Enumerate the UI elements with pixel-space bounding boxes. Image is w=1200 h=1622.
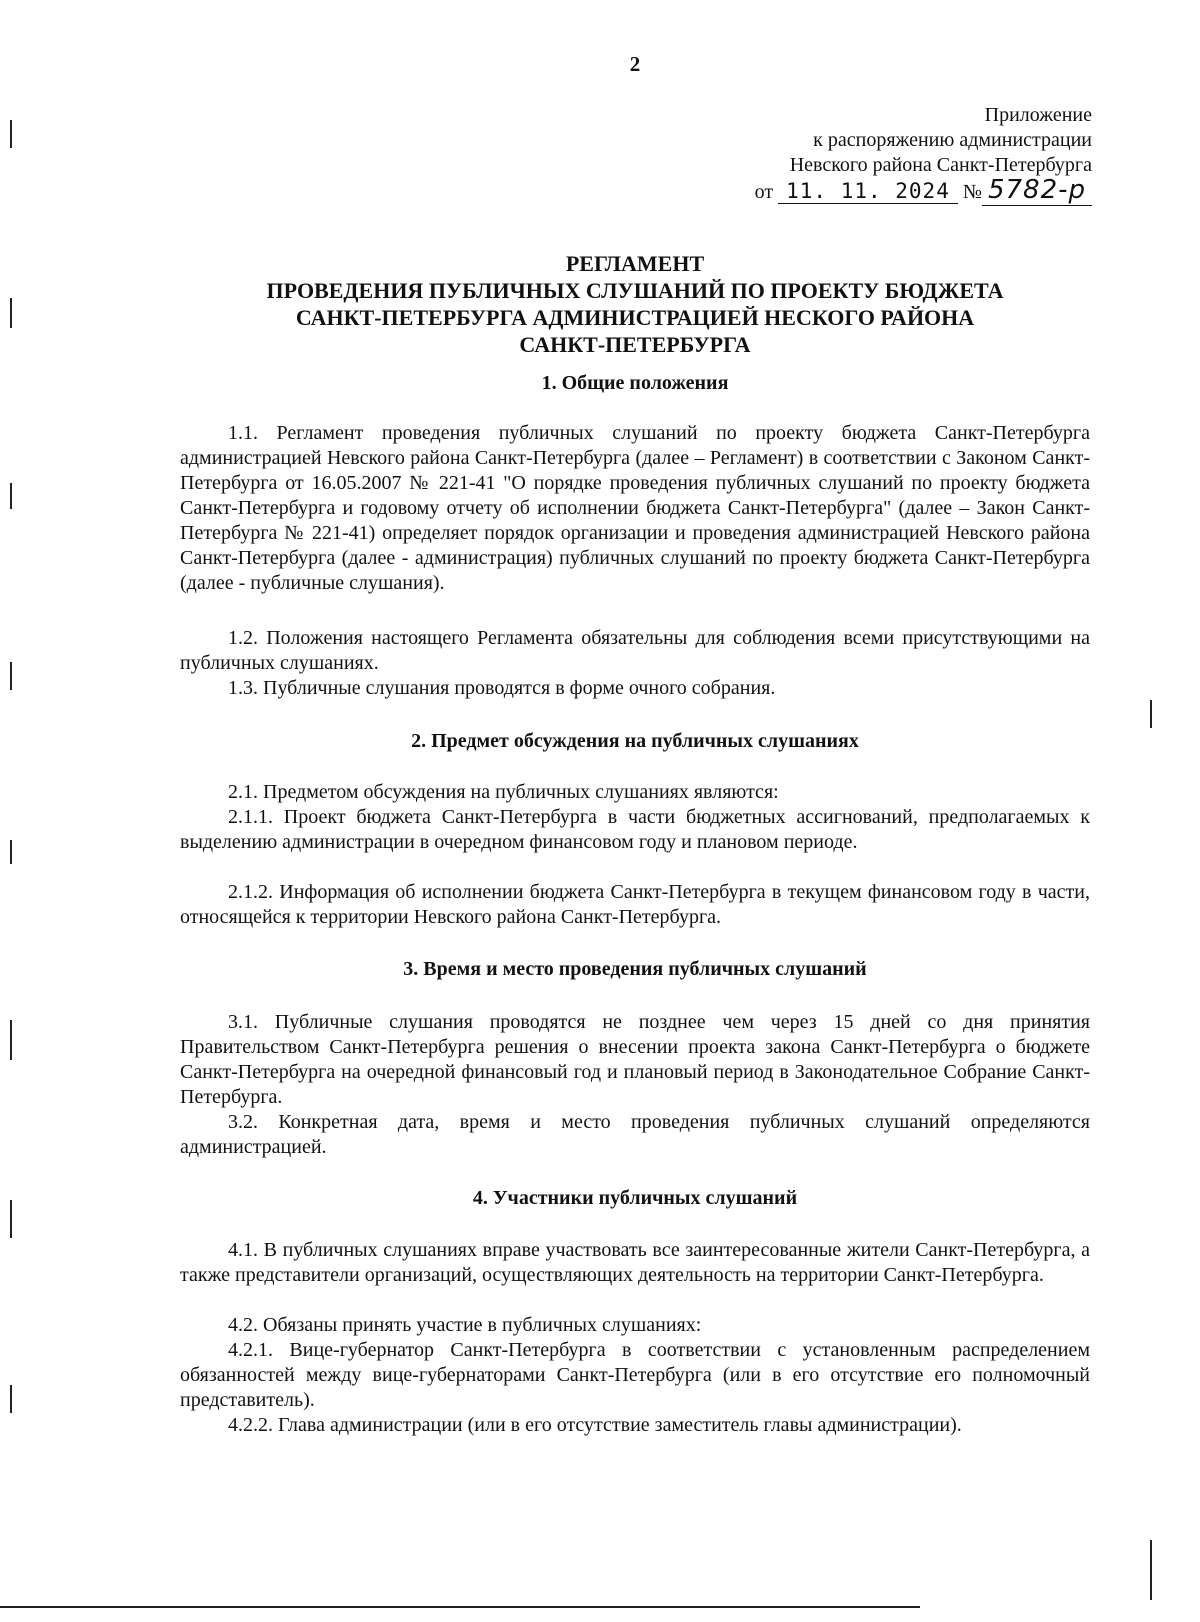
number-sign: № [962,181,982,203]
appendix-number: 5782-р [982,175,1092,206]
scan-margin-mark [10,840,12,864]
document-title [180,250,1090,358]
section-2-heading: 2. Предмет обсуждения на публичных слушаниях [411,730,859,752]
paragraph-4-1: 4.1. В публичных слушаниях вправе участвовать все заинтересованные жители Санкт-Петербурга, а также представители организаций, осуществляющих деятельность на территории Санкт-Петербурга. [180,1239,1090,1286]
scan-bottom-edge [0,1606,920,1608]
paragraph-4-2-1: 4.2.1. Вице-губернатор Санкт-Петербурга в соответствии с установленным распределением обязанностей между вице-губернаторами Санкт-Петербурга (или в его отсутствие его полномочный представитель). [180,1339,1090,1411]
appendix-line-3: Невского района Санкт-Петербурга [789,154,1092,176]
section-1-heading: 1. Общие положения [541,372,729,394]
paragraph-1-2: 1.2. Положения настоящего Регламента обязательны для соблюдения всеми присутствующими на публичных слушаниях. [180,627,1090,674]
date-prefix: от [754,181,774,203]
section-3-heading: 3. Время и место проведения публичных слушаний [403,958,867,980]
scan-margin-mark [10,1020,12,1060]
page-number: 2 [629,52,641,76]
title-line-1: РЕГЛАМЕНТ [565,251,705,276]
scan-margin-mark [10,483,12,509]
paragraph-2-1: 2.1. Предметом обсуждения на публичных слушаниях являются: [228,781,779,803]
appendix-date: 11. 11. 2024 [778,179,958,204]
scan-margin-mark [10,662,12,690]
scan-margin-mark [10,120,12,148]
appendix-line-2: к распоряжению администрации [813,129,1092,151]
appendix-block [755,103,1092,205]
appendix-line-1: Приложение [984,104,1092,126]
scan-margin-mark [10,1385,12,1413]
title-line-4: САНКТ-ПЕТЕРБУРГА [519,332,751,357]
scan-margin-mark [10,298,12,328]
section-4-heading: 4. Участники публичных слушаний [472,1187,798,1209]
scan-margin-mark [1150,700,1152,728]
title-line-3: САНКТ-ПЕТЕРБУРГА АДМИНИСТРАЦИЕЙ НЕСКОГО РАЙОНА [295,305,975,330]
scan-margin-mark [1150,1540,1152,1600]
paragraph-1-3: 1.3. Публичные слушания проводятся в форме очного собрания. [228,677,776,699]
paragraph-4-2-2: 4.2.2. Глава администрации (или в его отсутствие заместитель главы администрации). [228,1414,962,1436]
paragraph-2-1-2: 2.1.2. Информация об исполнении бюджета Санкт-Петербурга в текущем финансовом году в части, относящейся к территории Невского района Санкт-Петербурга. [180,881,1090,928]
scan-margin-mark [10,1200,12,1238]
paragraph-3-2: 3.2. Конкретная дата, время и место проведения публичных слушаний определяются администрацией. [180,1111,1090,1158]
paragraph-4-2: 4.2. Обязаны принять участие в публичных слушаниях: [228,1314,702,1336]
paragraph-3-1: 3.1. Публичные слушания проводятся не позднее чем через 15 дней со дня принятия Правительством Санкт-Петербурга решения о внесении проекта закона Санкт-Петербурга о бюджете Санкт-Петербурга на очередной финансовый год и плановый период в Законодательное Собрание Санкт-Петербурга. [180,1011,1090,1108]
paragraph-2-1-1: 2.1.1. Проект бюджета Санкт-Петербурга в части бюджетных ассигнований, предполагаемых к выделению администрации в очередном финансовом году и плановом периоде. [180,806,1090,853]
title-line-2: ПРОВЕДЕНИЯ ПУБЛИЧНЫХ СЛУШАНИЙ ПО ПРОЕКТУ БЮДЖЕТА [266,278,1004,303]
paragraph-1-1: 1.1. Регламент проведения публичных слушаний по проекту бюджета Санкт-Петербурга администрацией Невского района Санкт-Петербурга (далее – Регламент) в соответствии с Законом Санкт-Петербурга от 16.05.2007 № 221-41 "О порядке проведения публичных слушаний по проекту бюджета Санкт-Петербурга и годовому отчету об исполнении бюджета Санкт-Петербурга" (далее – Закон Санкт-Петербурга № 221-41) определяет порядок организации и проведения администрацией Невского района Санкт-Петербурга (далее - администрация) публичных слушаний по проекту бюджета Санкт-Петербурга (далее - публичные слушания). [180,422,1090,594]
appendix-ref [754,175,1092,205]
